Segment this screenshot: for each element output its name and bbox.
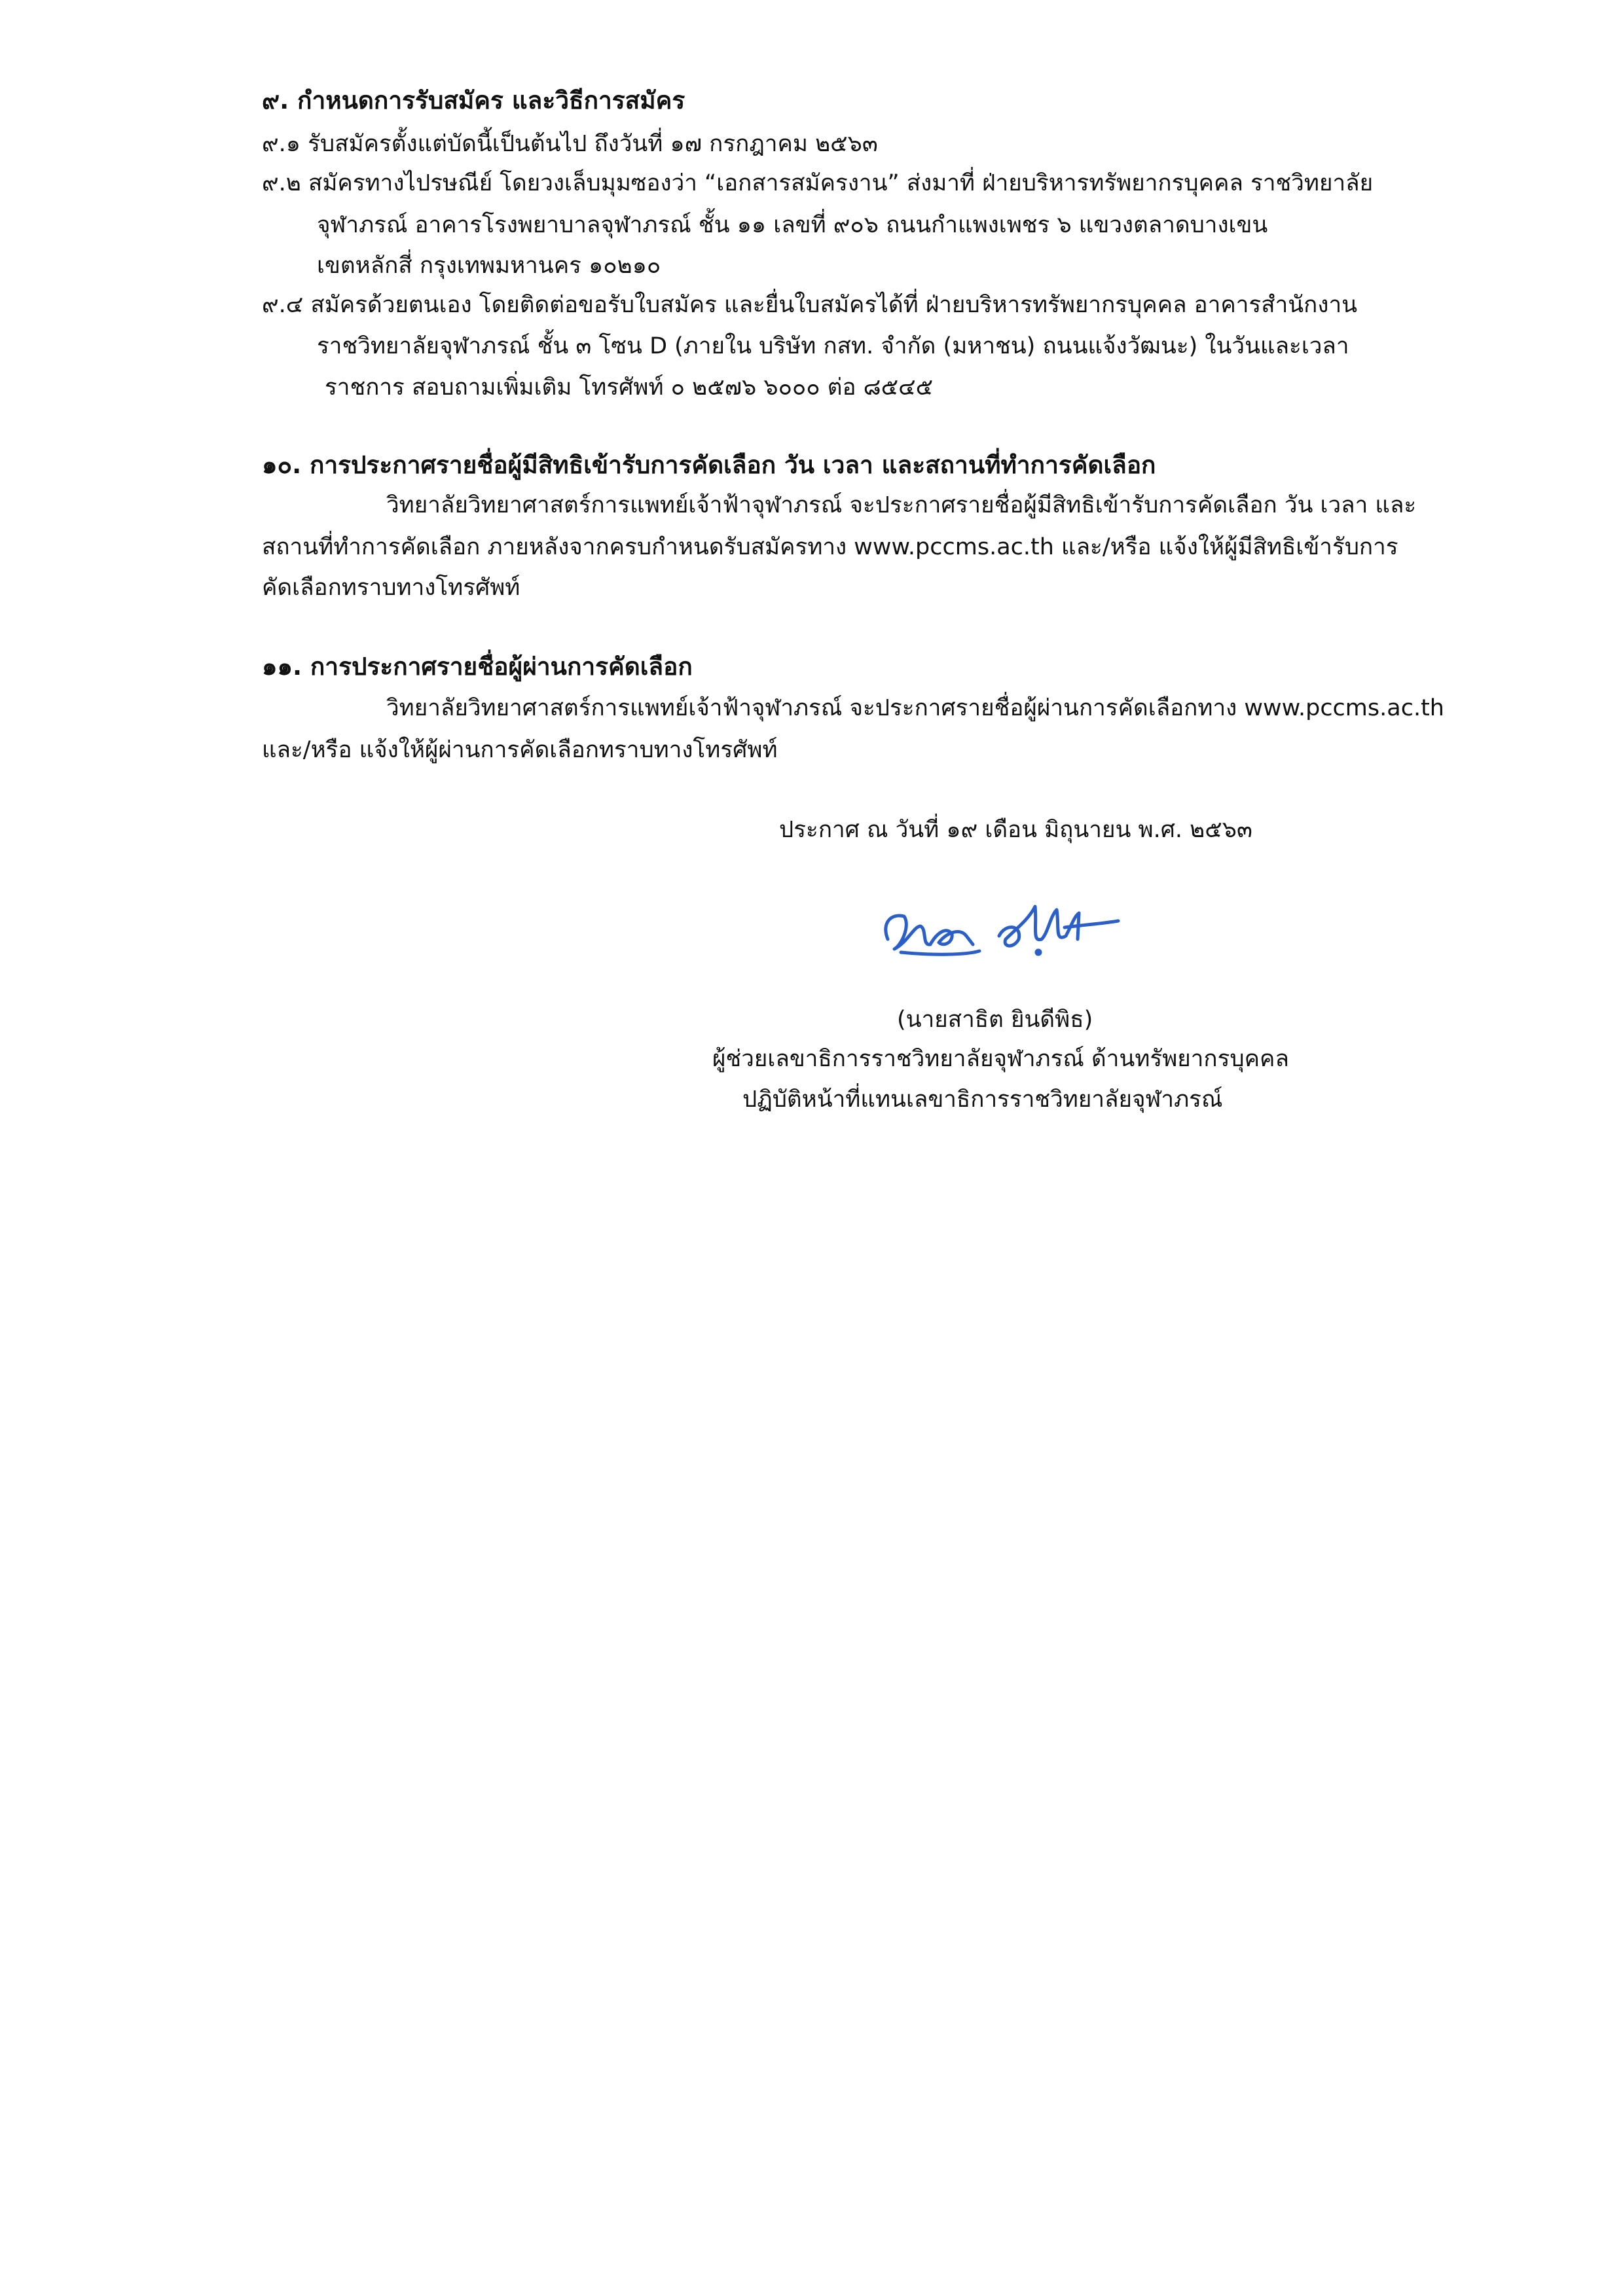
section-10-line-2: สถานที่ทำการคัดเลือก ภายหลังจากครบกำหนดรับสมัครทาง www.pccms.ac.th และ/หรือ แจ้งให้ผู้มีสิทธิเข้ารับการ [262,534,1398,560]
signer-title-line-2: ปฏิบัติหน้าที่แทนเลขาธิการราชวิทยาลัยจุฬาภรณ์ [742,1086,1223,1113]
section-11-heading: ๑๑. การประกาศรายชื่อผู้ผ่านการคัดเลือก [262,653,693,681]
section-10-line-1: วิทยาลัยวิทยาศาสตร์การแพทย์เจ้าฟ้าจุฬาภรณ์ จะประกาศรายชื่อผู้มีสิทธิเข้ารับการคัดเลือก วัน เวลา และ [386,492,1417,518]
section-10-heading: ๑๐. การประกาศรายชื่อผู้มีสิทธิเข้ารับการคัดเลือก วัน เวลา และสถานที่ทำการคัดเลือก [262,451,1156,479]
section-9-item-4-line-1: ๙.๔ สมัครด้วยตนเอง โดยติดต่อขอรับใบสมัคร และยื่นใบสมัครได้ที่ ฝ่ายบริหารทรัพยากรบุคคล อาคารสำนักงาน [262,292,1358,318]
section-9-item-1: ๙.๑ รับสมัครตั้งแต่บัดนี้เป็นต้นไป ถึงวันที่ ๑๗ กรกฎาคม ๒๕๖๓ [262,131,878,157]
section-9-item-4-line-3: ราชการ สอบถามเพิ่มเติม โทรศัพท์ ๐ ๒๕๗๖ ๖๐๐๐ ต่อ ๘๕๔๕ [325,374,934,401]
section-9-item-2-line-1: ๙.๒ สมัครทางไปรษณีย์ โดยวงเล็บมุมซองว่า “เอกสารสมัครงาน” ส่งมาที่ ฝ่ายบริหารทรัพยากรบุคคล ราชวิทยาลัย [262,170,1374,196]
signature-ink [886,906,1118,954]
announcement-date: ประกาศ ณ วันที่ ๑๙ เดือน มิถุนายน พ.ศ. ๒๕๖๓ [779,817,1252,843]
section-9-item-2-line-2: จุฬาภรณ์ อาคารโรงพยาบาลจุฬาภรณ์ ชั้น ๑๑ เลขที่ ๙๐๖ ถนนกำแพงเพชร ๖ แขวงตลาดบางเขน [317,212,1268,238]
section-10-line-3: คัดเลือกทราบทางโทรศัพท์ [262,575,520,601]
section-9-item-2-line-3: เขตหลักสี่ กรุงเทพมหานคร ๑๐๒๑๐ [317,253,661,279]
section-11-line-1: วิทยาลัยวิทยาศาสตร์การแพทย์เจ้าฟ้าจุฬาภรณ์ จะประกาศรายชื่อผู้ผ่านการคัดเลือกทาง www.pccms.ac.th [386,695,1444,721]
section-9-item-4-line-2: ราชวิทยาลัยจุฬาภรณ์ ชั้น ๓ โซน D (ภายใน บริษัท กสท. จำกัด (มหาชน) ถนนแจ้งวัฒนะ) ในวันและเวลา [317,333,1349,359]
signature-image [875,887,1123,965]
section-9-heading: ๙. กำหนดการรับสมัคร และวิธีการสมัคร [262,86,685,115]
section-11-line-2: และ/หรือ แจ้งให้ผู้ผ่านการคัดเลือกทราบทางโทรศัพท์ [262,737,778,763]
signer-title-line-1: ผู้ช่วยเลขาธิการราชวิทยาลัยจุฬาภรณ์ ด้านทรัพยากรบุคคล [712,1046,1289,1072]
signer-name: (นายสาธิต ยินดีพิธ) [897,1007,1093,1033]
